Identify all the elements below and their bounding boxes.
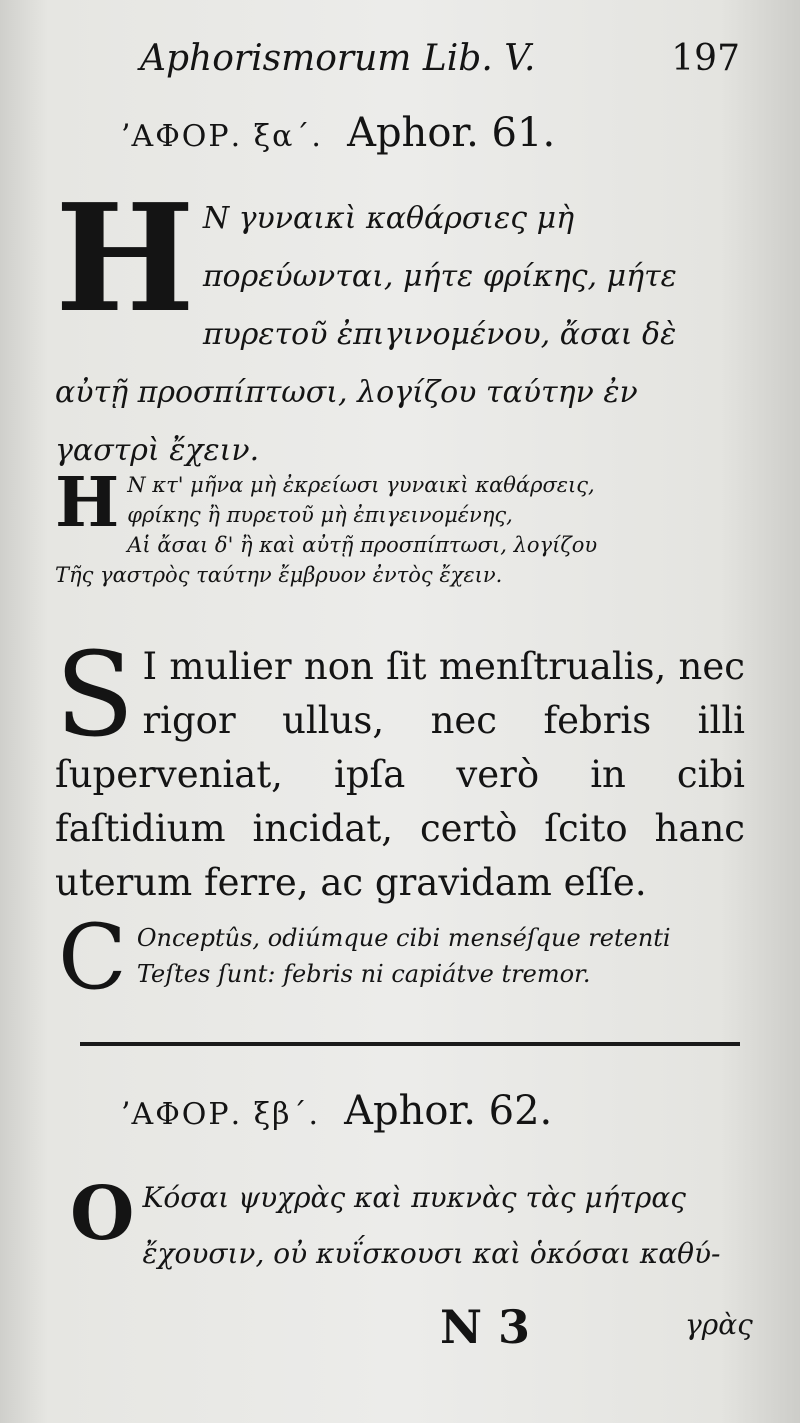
aphorism-61-latin-prose	[55, 628, 745, 910]
drop-cap: H	[55, 463, 120, 543]
signature-mark: N 3	[440, 1300, 531, 1354]
aphorism-61-greek-label: ʼΑΦΟΡ. ξα΄.	[120, 119, 323, 154]
latin-prose-text: I mulier non ſit menſtrualis, nec rigor ullus, nec febris illi ſuperveniat, ipſa verò in cibi faſtidium incidat, certò ſcito hanc uterum ferre, ac gravidam eſſe.	[55, 645, 745, 904]
drop-cap: O	[70, 1171, 135, 1257]
aphorism-62-heading	[120, 1088, 552, 1134]
aphorism-61-latin-label: Aphor. 61.	[347, 110, 556, 156]
aphorism-62-greek-label: ʼΑΦΟΡ. ξβ΄.	[120, 1097, 321, 1132]
aphorism-61-heading	[120, 110, 555, 156]
aphorism-61-latin-verse	[58, 905, 748, 1010]
drop-cap: C	[58, 905, 127, 1010]
verse-line: φρίκης ἢ πυρετοῦ μὴ ἐπιγεινομένης,	[127, 503, 513, 527]
catchword: γρὰς	[685, 1308, 753, 1341]
aphorism-61-greek-prose	[55, 171, 745, 480]
verse-line: Ν κτ' μῆνα μὴ ἐκρείωσι γυναικὶ καθάρσεις,	[127, 473, 595, 497]
verse-line: Onceptûs, odiúmque cibi menséſque retenti	[136, 924, 671, 952]
verse-line: Teſtes ſunt: febris ni capiátve tremor.	[136, 960, 591, 988]
aphorism-62-latin-label: Aphor. 62.	[344, 1088, 553, 1134]
page-header	[140, 38, 740, 88]
greek-prose-text: Κόσαι ψυχρὰς καὶ πυκνὰς τὰς μήτρας ἔχουσιν, οὐ κυΐσκουσι καὶ ὁκόσαι καθύ-	[142, 1181, 721, 1270]
aphorism-61-greek-verse	[55, 463, 745, 590]
drop-cap: H	[55, 171, 195, 345]
drop-cap: S	[55, 628, 135, 763]
verse-line: Τῆς γαστρὸς ταύτην ἔμβρυον ἐντὸς ἔχειν.	[55, 563, 503, 587]
aphorism-62-greek-prose	[70, 1170, 750, 1282]
running-title: Aphorismorum Lib. V.	[140, 38, 536, 79]
page-number: 197	[671, 38, 740, 79]
greek-prose-text: Ν γυναικὶ καθάρσιες μὴ πορεύωνται, μήτε φρίκης, μήτε πυρετοῦ ἐπιγινομένου, ἄσαι δὲ αὐτῇ προσπίπτωσι, λογίζου ταύτην ἐν γαστρὶ ἔχειν.	[55, 201, 677, 468]
verse-line: Αἱ ἄσαι δ' ἢ καὶ αὐτῇ προσπίπτωσι, λογίζου	[127, 533, 598, 557]
section-divider	[80, 1042, 740, 1046]
